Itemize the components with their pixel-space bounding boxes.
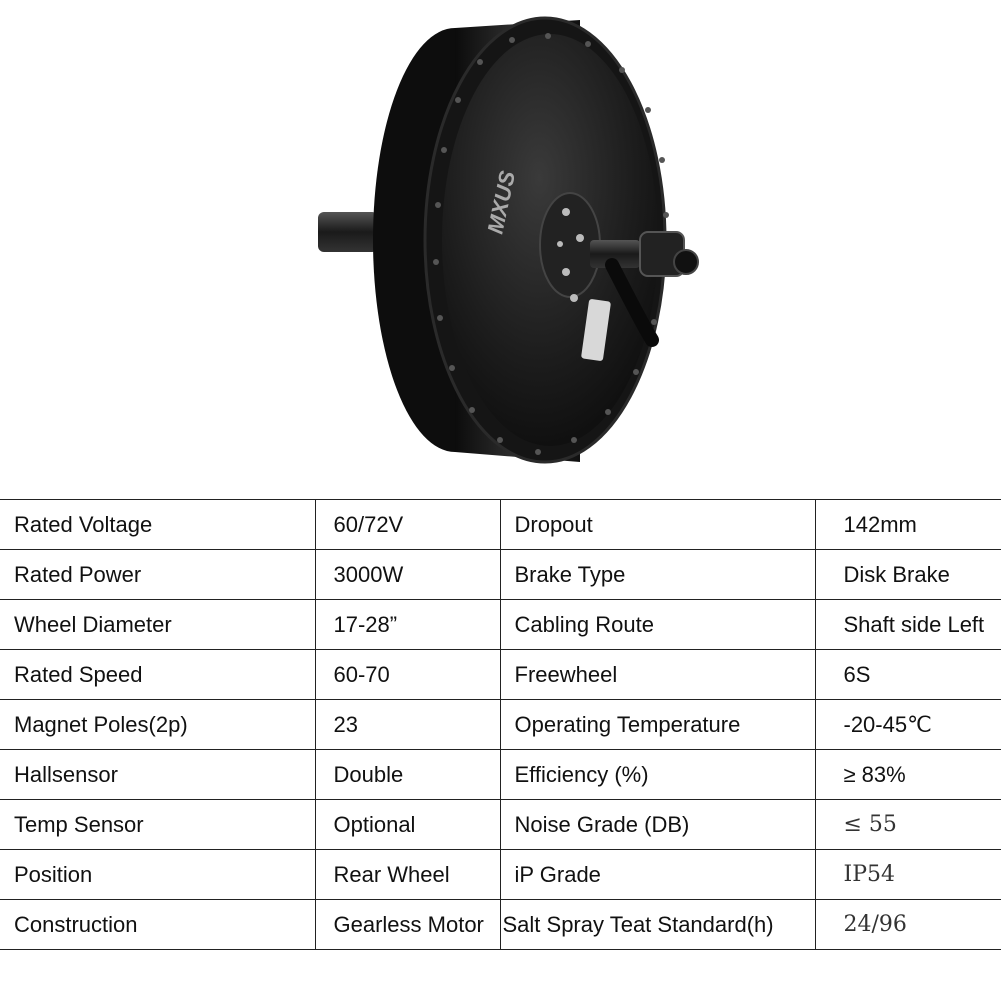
- spec-value: 17-28”: [315, 600, 500, 650]
- table-row: [0, 550, 1001, 600]
- spec-value: 3000W: [315, 550, 500, 600]
- spec-label: Brake Type: [500, 550, 815, 600]
- spec-value: 60-70: [315, 650, 500, 700]
- spec-label: Efficiency (%): [500, 750, 815, 800]
- spec-label: iP Grade: [500, 850, 815, 900]
- spec-value: Disk Brake: [815, 550, 1001, 600]
- spec-label: Wheel Diameter: [0, 600, 315, 650]
- spec-label: Position: [0, 850, 315, 900]
- spec-value: ≤ 55: [815, 800, 1001, 850]
- spec-value: Gearless Motor: [315, 900, 500, 950]
- left-axle: [318, 212, 378, 252]
- table-row: [0, 500, 1001, 550]
- spec-value: 6S: [815, 650, 1001, 700]
- spec-label: Freewheel: [500, 650, 815, 700]
- spec-table: [0, 499, 1001, 950]
- spec-label: Operating Temperature: [500, 700, 815, 750]
- brand-logo: MXUS: [482, 168, 521, 237]
- table-row: [0, 800, 1001, 850]
- table-row: [0, 650, 1001, 700]
- spec-value: Rear Wheel: [315, 850, 500, 900]
- spec-label: Salt Spray Teat Standard(h): [500, 900, 815, 950]
- spec-value: -20-45℃: [815, 700, 1001, 750]
- spec-value: IP54: [815, 850, 1001, 900]
- spec-value: 60/72V: [315, 500, 500, 550]
- spec-value: 142mm: [815, 500, 1001, 550]
- spec-label: Rated Power: [0, 550, 315, 600]
- spec-value: ≥ 83%: [815, 750, 1001, 800]
- spec-value: Optional: [315, 800, 500, 850]
- spec-value: Double: [315, 750, 500, 800]
- spec-label: Dropout: [500, 500, 815, 550]
- table-row: [0, 750, 1001, 800]
- spec-label: Temp Sensor: [0, 800, 315, 850]
- spec-label: Magnet Poles(2p): [0, 700, 315, 750]
- spec-label: Noise Grade (DB): [500, 800, 815, 850]
- spec-label: Rated Voltage: [0, 500, 315, 550]
- spec-label: Hallsensor: [0, 750, 315, 800]
- spec-label: Construction: [0, 900, 315, 950]
- spec-value: 23: [315, 700, 500, 750]
- table-row: [0, 900, 1001, 950]
- table-row: [0, 600, 1001, 650]
- hub-motor-image: [0, 0, 1001, 495]
- spec-value: Shaft side Left: [815, 600, 1001, 650]
- spec-label: Rated Speed: [0, 650, 315, 700]
- spec-value: 24/96: [815, 900, 1001, 950]
- table-row: [0, 700, 1001, 750]
- spec-label: Cabling Route: [500, 600, 815, 650]
- table-row: [0, 850, 1001, 900]
